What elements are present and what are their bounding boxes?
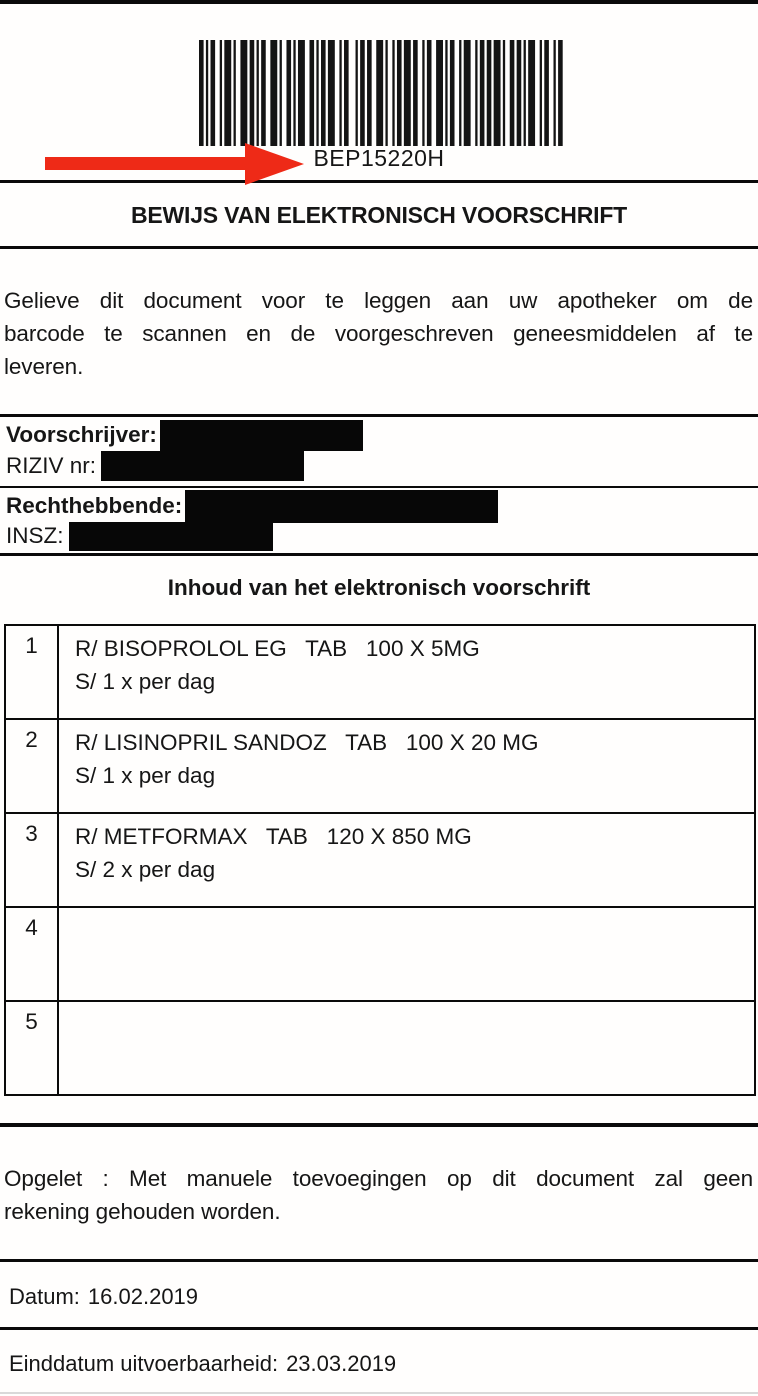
end-date-row [9, 1351, 396, 1377]
redacted-riziv-number [101, 451, 304, 481]
redacted-prescriber-name [160, 420, 363, 451]
intro-line: leveren. [4, 354, 84, 379]
divider-between-dates [0, 1327, 758, 1330]
date-value: 16.02.2019 [87, 1284, 199, 1309]
row-content [59, 814, 754, 906]
row-number: 3 [6, 814, 59, 906]
redacted-beneficiary-name [185, 490, 498, 523]
document-title: BEWIJS VAN ELEKTRONISCH VOORSCHRIFT [130, 202, 628, 228]
medication-line: R/ METFORMAX TAB 120 X 850 MG [75, 824, 472, 849]
prescriber-row [6, 419, 363, 451]
row-number: 2 [6, 720, 59, 812]
warning-line: Opgelet : Met manuele toevoegingen op dit document zal geen [4, 1166, 753, 1191]
divider-above-prescriber [0, 414, 758, 417]
barcode-image [199, 40, 565, 146]
date-label: Datum: [9, 1284, 80, 1309]
prescription-table [4, 624, 756, 1096]
divider-above-date [0, 1259, 758, 1262]
bottom-faint-divider [0, 1392, 758, 1394]
prescriber-label: Voorschrijver: [6, 422, 157, 447]
beneficiary-label: Rechthebbende: [6, 493, 183, 518]
riziv-label: RIZIV nr: [6, 453, 97, 478]
row-content [59, 720, 754, 812]
medication-line: R/ BISOPROLOL EG TAB 100 X 5MG [75, 636, 480, 661]
riziv-row [6, 450, 304, 481]
dosage-line: S/ 2 x per dag [75, 857, 216, 882]
beneficiary-row [6, 490, 498, 523]
row-content [59, 626, 754, 718]
intro-paragraph [4, 284, 753, 383]
table-row [6, 626, 754, 718]
row-content [59, 1002, 754, 1094]
end-date-value: 23.03.2019 [286, 1351, 397, 1376]
intro-line: Gelieve dit document voor te leggen aan uw apotheker om de [4, 288, 753, 313]
barcode-code-text: BEP15220H [313, 145, 445, 171]
divider-below-table [0, 1123, 758, 1127]
intro-line: barcode te scannen en de voorgeschreven geneesmiddelen af te [4, 321, 753, 346]
row-number: 4 [6, 908, 59, 1000]
divider-below-title [0, 246, 758, 249]
divider-between-parties [0, 486, 758, 488]
table-row [6, 812, 754, 906]
end-date-label: Einddatum uitvoerbaarheid: [9, 1351, 279, 1376]
contents-heading: Inhoud van het elektronisch voorschrift [167, 575, 591, 600]
red-arrow-icon [45, 141, 304, 187]
top-divider [0, 0, 758, 4]
insz-row [6, 520, 273, 551]
table-row [6, 1000, 754, 1094]
date-row [9, 1284, 198, 1310]
medication-line: R/ LISINOPRIL SANDOZ TAB 100 X 20 MG [75, 730, 539, 755]
row-number: 5 [6, 1002, 59, 1094]
warning-line: rekening gehouden worden. [4, 1199, 281, 1224]
warning-paragraph [4, 1162, 753, 1228]
divider-below-parties [0, 553, 758, 556]
table-row [6, 718, 754, 812]
redacted-insz-number [69, 522, 273, 551]
table-row [6, 906, 754, 1000]
row-number: 1 [6, 626, 59, 718]
row-content [59, 908, 754, 1000]
dosage-line: S/ 1 x per dag [75, 669, 216, 694]
dosage-line: S/ 1 x per dag [75, 763, 216, 788]
insz-label: INSZ: [6, 523, 64, 548]
